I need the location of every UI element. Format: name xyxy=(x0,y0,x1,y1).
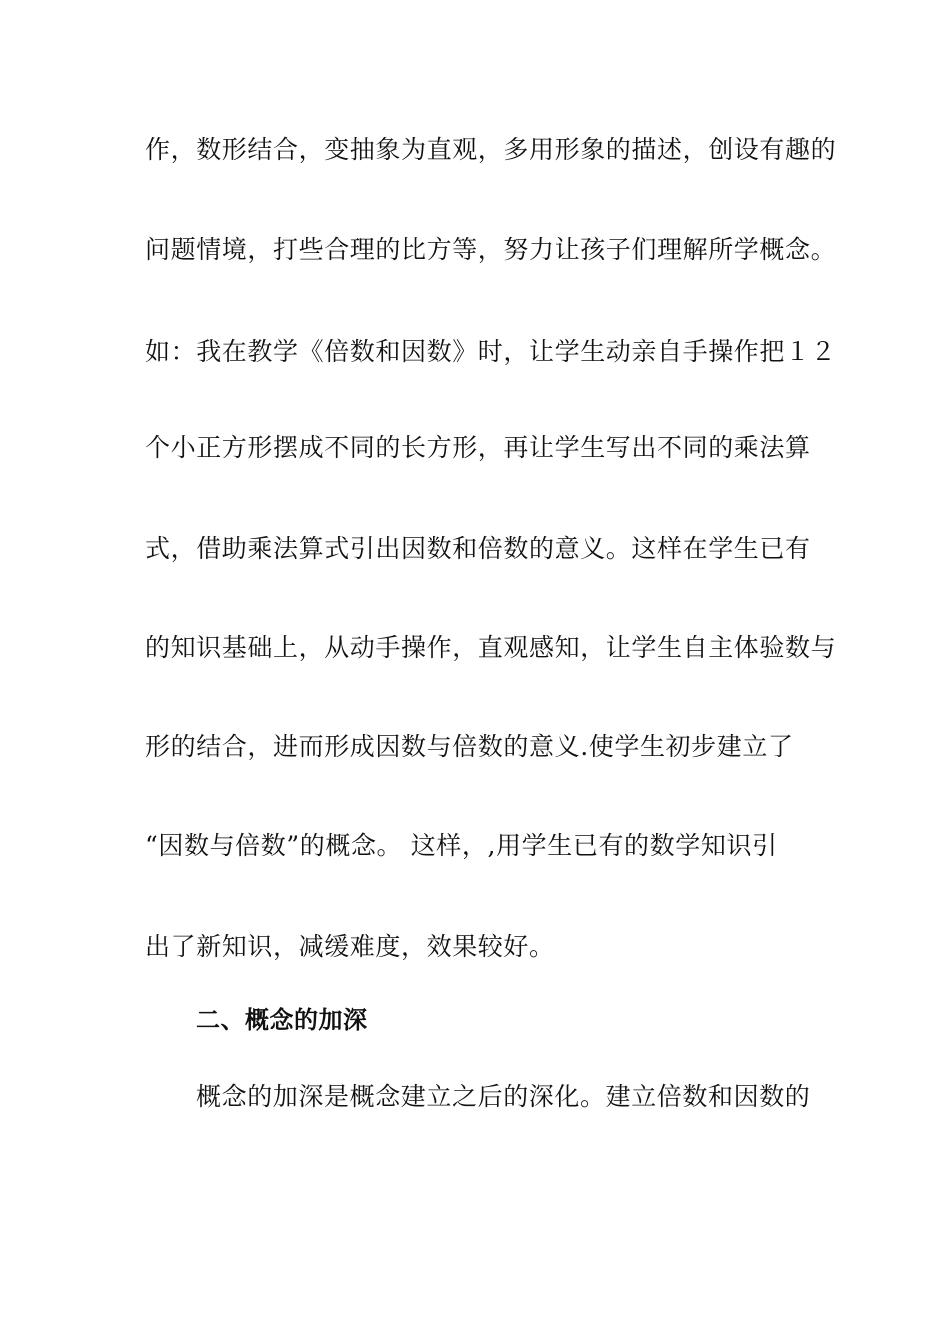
section-heading: 二、概念的加深 xyxy=(196,1006,368,1034)
text-line: 式，借助乘法算式引出因数和倍数的意义。这样在学生已有 xyxy=(145,534,811,563)
text-line: 作，数形结合，变抽象为直观，多用形象的描述，创设有趣的 xyxy=(145,135,837,164)
text-line: 概念的加深是概念建立之后的深化。建立倍数和因数的 xyxy=(196,1082,811,1111)
text-line: “因数与倍数”的概念。 这样，,用学生已有的数学知识引 xyxy=(145,831,778,860)
text-line: 如：我在教学《倍数和因数》时，让学生动亲自手操作把１２ xyxy=(145,337,837,366)
text-line: 形的结合，进而形成因数与倍数的意义.使学生初步建立了 xyxy=(145,732,794,761)
text-line: 个小正方形摆成不同的长方形，再让学生写出不同的乘法算 xyxy=(145,433,811,462)
text-line: 的知识基础上，从动手操作，直观感知，让学生自主体验数与 xyxy=(145,633,837,662)
text-line: 出了新知识，减缓难度，效果较好。 xyxy=(145,932,555,961)
text-line: 问题情境，打些合理的比方等，努力让孩子们理解所学概念。 xyxy=(145,235,837,264)
